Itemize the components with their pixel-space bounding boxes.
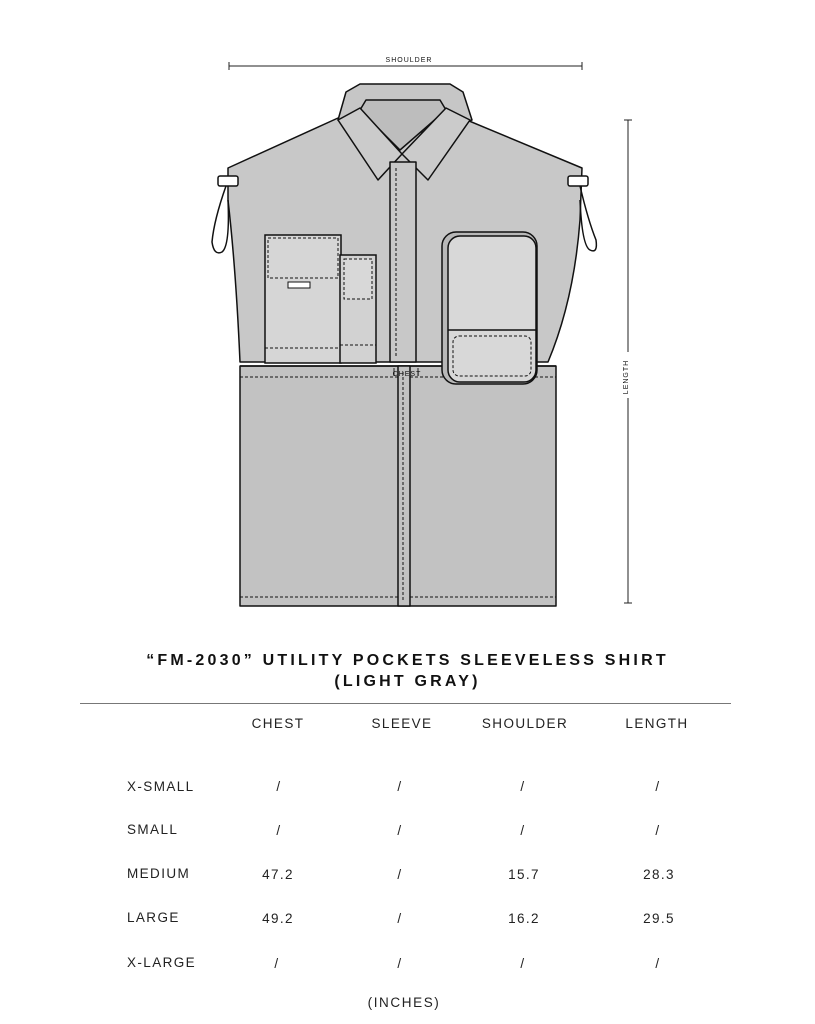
row-label-large: LARGE bbox=[127, 910, 180, 925]
right-chest-pocket bbox=[442, 232, 537, 384]
units-note: (INCHES) bbox=[367, 995, 441, 1010]
table-cell: / bbox=[397, 956, 403, 971]
table-cell: / bbox=[397, 867, 403, 882]
table-cell: 16.2 bbox=[508, 911, 540, 926]
table-cell: 29.5 bbox=[643, 911, 675, 926]
title-divider bbox=[80, 703, 731, 704]
table-cell: 47.2 bbox=[262, 867, 294, 882]
shoulder-dimension-label: SHOULDER bbox=[385, 57, 433, 64]
column-header-length: LENGTH bbox=[625, 716, 689, 731]
column-header-shoulder: SHOULDER bbox=[481, 716, 569, 731]
table-cell: 15.7 bbox=[508, 867, 540, 882]
row-label-medium: MEDIUM bbox=[127, 866, 191, 881]
table-cell: / bbox=[397, 911, 403, 926]
table-cell: / bbox=[520, 823, 526, 838]
table-cell: / bbox=[655, 823, 661, 838]
product-title: “FM-2030” UTILITY POCKETS SLEEVELESS SHIRT bbox=[146, 652, 669, 669]
table-cell: / bbox=[276, 779, 282, 794]
table-cell: 49.2 bbox=[262, 911, 294, 926]
row-label-x-large: X-LARGE bbox=[127, 955, 197, 970]
row-label-small: SMALL bbox=[127, 822, 179, 837]
table-cell: / bbox=[274, 956, 280, 971]
table-cell: / bbox=[397, 823, 403, 838]
length-dimension-label: LENGTH bbox=[623, 359, 630, 395]
table-cell: / bbox=[655, 779, 661, 794]
table-cell: / bbox=[276, 823, 282, 838]
table-cell: / bbox=[397, 779, 403, 794]
row-label-x-small: X-SMALL bbox=[127, 779, 195, 794]
left-chest-pocket bbox=[265, 235, 341, 363]
chest-dimension-label: CHEST bbox=[392, 371, 422, 378]
column-header-chest: CHEST bbox=[251, 716, 305, 731]
table-cell: / bbox=[520, 779, 526, 794]
table-cell: / bbox=[655, 956, 661, 971]
column-header-sleeve: SLEEVE bbox=[371, 716, 433, 731]
table-cell: 28.3 bbox=[643, 867, 675, 882]
pen-pocket bbox=[340, 255, 376, 363]
product-color: (LIGHT GRAY) bbox=[334, 673, 481, 690]
table-cell: / bbox=[520, 956, 526, 971]
